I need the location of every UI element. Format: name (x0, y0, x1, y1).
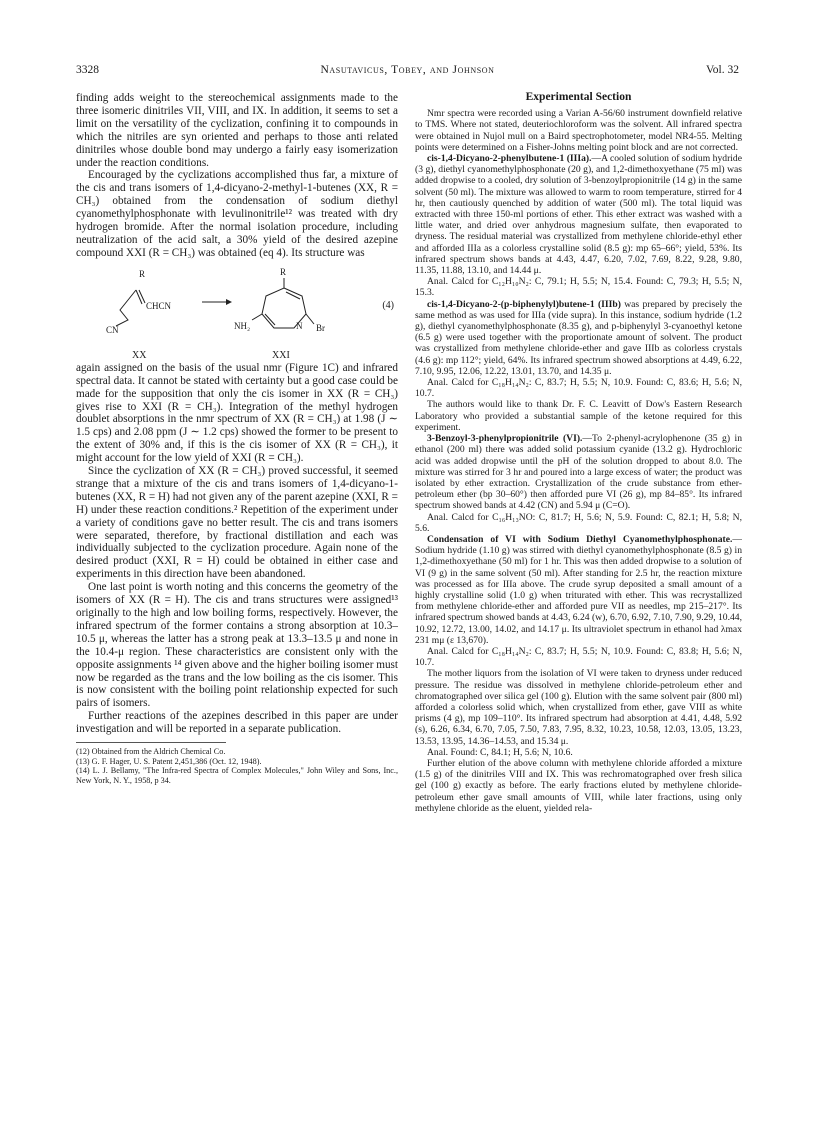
paragraph: Further reactions of the azepines described in this paper are under investigation and will be reported in a separate publication. (76, 710, 398, 736)
scheme-structures (76, 262, 398, 362)
left-column (76, 92, 398, 1111)
paragraph: The mother liquors from the isolation of VI were taken to dryness under reduced pressure. The residue was dissolved in methylene chloride-petroleum ether and chromatographed over silica gel (100 g). Elution with the same solvent pair (800 ml) afforded a colorless solid which, when crystallized from ether, gave VIII as white prisms (4 g), mp 109–110°. Its infrared spectrum had absorption at 4.41, 4.48, 5.92 (s), 6.26, 6.34, 6.70, 7.05, 7.50, 7.83, 7.95, 8.32, 10.23, 10.58, 12.03, 13.05, 13.23, 13.53, 13.95, 14.36–14.53, and 15.34 μ. (415, 668, 742, 747)
paragraph: finding adds weight to the stereochemical assignments made to the three isomeric dinitriles VII, VIII, and IX. In addition, it seems to set a limit on the versatility of the cyclization, confining it to compounds in which the nitriles are syn oriented and perhaps to those anti related dinitriles whose double bond may undergo a fairly easy isomerization under the reaction conditions. (76, 92, 398, 169)
br-bond (306, 314, 314, 324)
paragraph-body: —Sodium hydride (1.10 g) was stirred with diethyl cyanomethylphosphonate (8.5 g) in 1,2-dimethoxyethane (50 ml) for 1 hr. This was then added dropwise to a solution of VI (9 g) in the same solvent (50 ml). After standing for 2.5 hr, the reaction mixture was processed as for IIIa above. The crude syrup deposited a small amount of a highly crystalline solid (1.0 g) when triturated with ether. This was recrystallized from methylene chloride-ether and afforded pure VII as needles, mp 215–217°. Its infrared spectrum showed bands at 4.43, 6.24 (w), 6.70, 6.92, 7.10, 7.90, 9.29, 10.44, 10.92, 12.72, 13.00, 14.02, and 14.17 μ. Its ultraviolet spectrum in ethanol had λmax 231 mμ (ε 13,670). (415, 533, 742, 646)
analysis-line: Anal. Calcd for C₁₆H₁₃NO: C, 81.7; H, 5.6; N, 5.9. Found: C, 82.1; H, 5.8; N, 5.6. (415, 511, 742, 534)
paragraph: Further elution of the above column with methylene chloride afforded a mixture (1.5 g) of the dinitriles VIII and IX. This was rechromatographed over fresh silica gel (100 g) exactly as before. The early fractions eluted by methylene chloride-petroleum ether gave small amounts of VIII, while later fractions, using only methylene chloride as the eluent, yielded rela- (415, 757, 742, 814)
compound-heading: Condensation of VI with Sodium Diethyl Cyanomethylphosphonate. (427, 533, 733, 545)
ring-double-bond (286, 292, 300, 299)
paragraph: again assigned on the basis of the usual nmr (Figure 1C) and infrared spectral data. It cannot be stated with certainty but a good case could be made for the supposition that only the cis isomer in XX (R = CH₃) gives rise to XXI (R = CH₃). Integration of the methyl hydrogen doublet absorptions in the nmr spectrum of XX (R = CH₃) at 1.98 (J ∼ 1.5 cps) and 2.08 ppm (J ∼ 1.2 cps) showed the former to be present to the extent of 30% and, if this is the cis isomer of XX (R = CH₃), it might account for the low yield of XXI (R = CH₃). (76, 361, 398, 465)
paragraph (415, 534, 742, 646)
nh2-bond (252, 314, 262, 320)
running-header (76, 64, 739, 80)
paragraph: Since the cyclization of XX (R = CH₃) proved successful, it seemed strange that a mixture of the cis and trans isomers of 1,4-dicyano-1-butenes (XX, R = H) had not given any of the parent azepine (XXI, R = H) under these reaction conditions.² Repetition of the experiment under a variety of conditions gave no better result. The cis and trans isomers were separated, therefore, by fractional distillation and each was individually subjected to the cyclization procedure. Again none of the desired product (XXI, R = H) could be obtained in either case and experiments in this direction have been abandoned. (76, 465, 398, 581)
xxi-r-label: R (280, 266, 287, 277)
arrow-head (226, 299, 232, 305)
page-number: 3328 (76, 64, 99, 76)
xx-r-label: R (139, 268, 146, 279)
compound-heading: 3-Benzoyl-3-phenylpropionitrile (VI). (427, 433, 583, 445)
analysis-line: Anal. Calcd for C₁₈H₁₄N₂: C, 83.7; H, 5.5; N, 10.9. Found: C, 83.6; H, 5.6; N, 10.7. (415, 377, 742, 400)
paragraph-body: —A cooled solution of sodium hydride (3 g), diethyl cyanomethylphosphonate (20 g), and 1,2-dimethoxyethane (75 ml) was added dropwise to a cooled, dry solution of 3-benzoylpropionitrile (14 g) in the same solvent (50 ml). The mixture was allowed to warm to room temperature, stirred for 4 hr, then cautiously quenched by addition of water (500 ml). The total liquid was extracted with three 150-ml portions of ether. This ether extract was washed with a little water, and dried over anhydrous magnesium sulfate, then evaporated to dryness. The residual material was crystallized from methylene chloride-ethyl ether and afforded IIIa as a colorless crystalline solid (8.5 g): mp 65–66°; yield, 53%. Its infrared spectrum shows bands at 4.43, 4.47, 6.20, 7.02, 7.69, 8.22, 9.28, 9.80, 11.35, 11.88, 13.10, and 14.44 μ. (415, 153, 742, 277)
paragraph (415, 153, 742, 276)
xx-double-bond (136, 290, 142, 304)
xxi-nh2-label: NH₂ (234, 320, 251, 331)
paragraph: The authors would like to thank Dr. F. C. Leavitt of Dow's Eastern Research Laboratory who provided a substantial sample of the ketone required for this experiment. (415, 399, 742, 433)
footnote: (13) G. F. Hager, U. S. Patent 2,451,386 (Oct. 12, 1948). (76, 756, 262, 766)
xx-cn-label: CN (106, 324, 119, 335)
footnote: (12) Obtained from the Aldrich Chemical Co. (76, 747, 226, 757)
footnote: (14) L. J. Bellamy, "The Infra-red Spectra of Complex Molecules," John Wiley and Sons, Inc., New York, N. Y., 1958, p 34. (76, 766, 398, 785)
volume-label: Vol. 32 (705, 64, 739, 76)
reaction-scheme-eq4 (76, 262, 398, 362)
footnote-rule (76, 742, 226, 743)
xx-chcn-label: CHCN (146, 300, 172, 311)
running-head-authors: Nasutavicus, Tobey, and Johnson (320, 64, 495, 76)
xxi-br-label: Br (316, 322, 325, 333)
xxi-n-label: N (296, 320, 303, 331)
paragraph: One last point is worth noting and this concerns the geometry of the isomers of XX (R = H). The cis and trans structures were assigned¹³ originally to the high and low boiling forms, respectively. However, the infrared spectrum of the former contains a strong absorption at 10.3–10.5 μ, whereas the latter has a strong peak at 13.3–13.5 μ and none in the 10.4-μ region. These characteristics are consistent only with the opposite assignments ¹⁴ given above and the higher boiling isomer must now be regarded as the trans and the low boiling as the cis isomer. This is now consistent with the boiling point relationship expected for such pairs of isomers. (76, 581, 398, 710)
compound-label-xx: XX (132, 349, 147, 361)
analysis-line: Anal. Calcd for C₁₂H₁₀N₂: C, 79.1; H, 5.5; N, 15.4. Found: C, 79.3; H, 5.5; N, 15.3. (415, 276, 742, 299)
footnotes (76, 742, 398, 785)
right-column (415, 92, 742, 1111)
section-title: Experimental Section (525, 92, 632, 103)
paragraph-body: was prepared by precisely the same method as was used for IIIa (vide supra). In this instance, sodium hydride (1.2 g), diethyl cyanomethylphosphonate (8.35 g), and p-biphenylyl 3-cyanoethyl ketone (6.5 g) were used together with the proportionate amount of solvent. The product was crystallized from methylene chloride-ether and gave IIIb as colorless crystals (4.6 g): mp 112°; yield, 64%. Its infrared spectrum showed absorptions at 4.49, 6.22, 7.10, 9.95, 12.06, 12.22, 13.01, 13.70, and 14.35 μ. (415, 298, 742, 377)
xx-chain-bond (116, 290, 136, 326)
paragraph-body: —To 2-phenyl-acrylophenone (35 g) in ethanol (200 ml) there was added solid potassium cyanide (13.2 g). Hydrochloric acid was added dropwise until the pH of the solution dropped to about 8.0. The mixture was stirred for 3 hr and poured into a large excess of water; the product was isolated by ether extraction. Crystallization of the crude substance from ether-petroleum ether (bp 30–60°) then afforded pure VI (26 g), mp 84–85°. Its infrared spectrum showed bands at 4.42 (CN) and 5.94 μ (C=O). (415, 433, 742, 512)
paragraph: Encouraged by the cyclizations accomplished thus far, a mixture of the cis and trans isomers of 1,4-dicyano-2-methyl-1-butenes (XX, R = CH₃) obtained from the condensation of sodium diethyl cyanomethylphosphonate with levulinonitrile¹² was treated with dry hydrogen bromide. After the normal isolation procedure, including neutralization of the acid salt, a 30% yield of the desired azepine compound XXI (R = CH₃) was obtained (eq 4). Its structure was (76, 169, 398, 259)
analysis-line: Anal. Found: C, 84.1; H, 5.6; N, 10.6. (427, 746, 573, 758)
paragraph: Nmr spectra were recorded using a Varian A-56/60 instrument downfield relative to TMS. Where not stated, deuteriochloroform was the solvent. All infrared spectra were obtained in Nujol mull on a Baird spectrophotometer, model NR4-55. Melting points were determined on a Fisher-Johns melting point block and are not corrected. (415, 108, 742, 153)
paragraph (415, 433, 742, 511)
equation-number: (4) (382, 299, 394, 311)
xx-double-bond (139, 290, 145, 303)
compound-heading: cis-1,4-Dicyano-2-(p-biphenylyl)butene-1 (IIIb) (427, 298, 621, 310)
paragraph (415, 299, 742, 377)
analysis-line: Anal. Calcd for C₁₈H₁₄N₂: C, 83.7; H, 5.5; N, 10.9. Found: C, 83.8; H, 5.6; N, 10.7. (415, 645, 742, 669)
compound-heading: cis-1,4-Dicyano-2-phenylbutene-1 (IIIa). (427, 153, 592, 165)
compound-label-xxi: XXI (272, 349, 290, 361)
